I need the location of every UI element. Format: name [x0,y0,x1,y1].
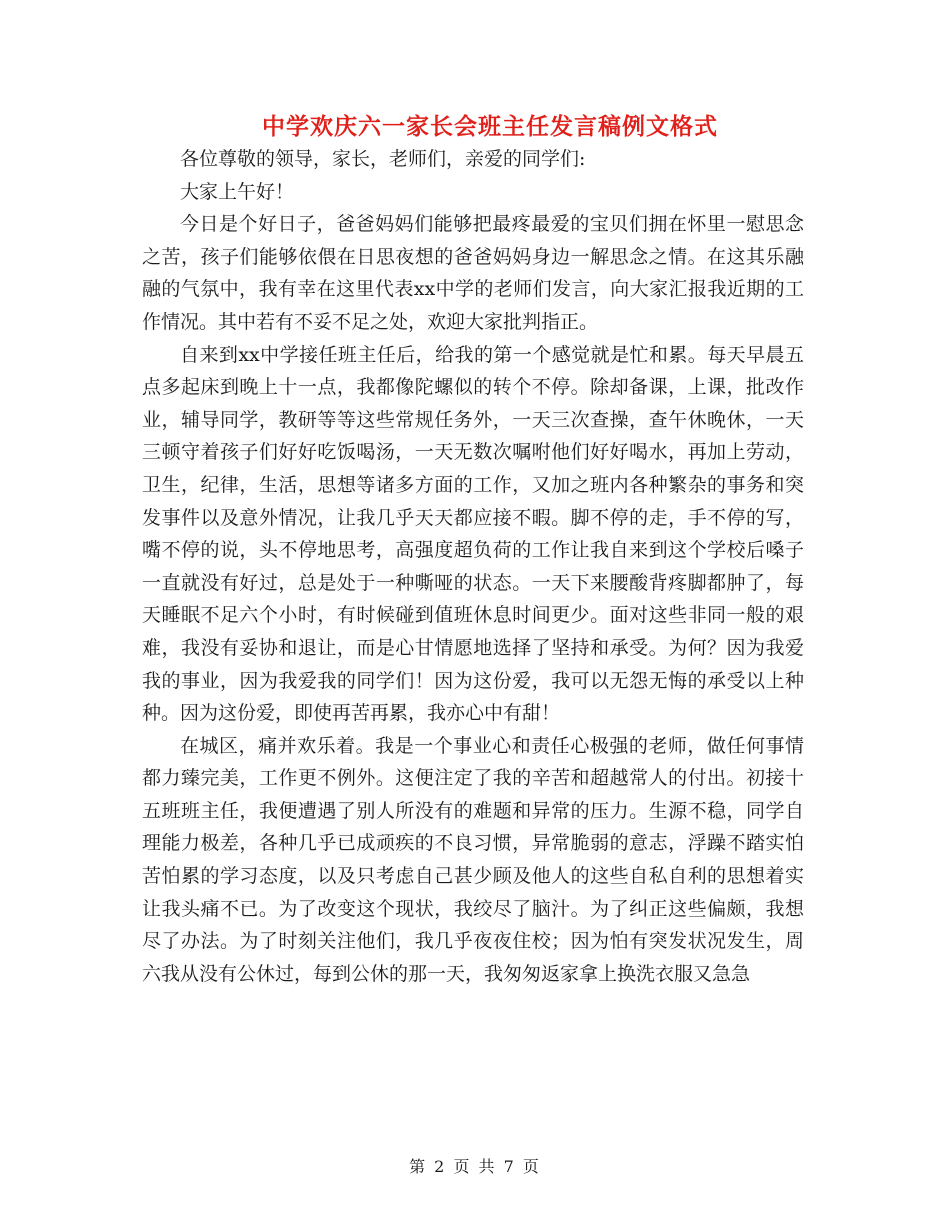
document-body [142,143,804,990]
salutation: 各位尊敬的领导，家长，老师们，亲爱的同学们: [180,148,586,170]
page-number-footer: 第 2 页 共 7 页 [409,1157,541,1176]
paragraph-intro: 今日是个好日子，爸爸妈妈们能够把最疼最爱的宝贝们拥在怀里一慰思念之苦，孩子们能够依偎在日思夜想的爸爸妈妈身边一解思念之情。在这其乐融融的气氛中，我有幸在这里代表xx中学的老师们发言，向大家汇报我近期的工作情况。其中若有不妥不足之处，欢迎大家批判指正。 [142,213,804,333]
greeting: 大家上午好！ [180,180,295,203]
paragraph-work: 自来到xx中学接任班主任后，给我的第一个感觉就是忙和累。每天早晨五点多起床到晚上十一点，我都像陀螺似的转个不停。除却备课，上课，批改作业，辅导同学，教研等等这些常规任务外，一天三次查操，查午休晚休，一天三顿守着孩子们好好吃饭喝汤，一天无数次嘱咐他们好好喝水，再加上劳动，卫生，纪律，生活，思想等诸多方面的工作，又加之班内各种繁杂的事务和突发事件以及意外情况，让我几乎天天都应接不暇。脚不停的走，手不停的写，嘴不停的说，头不停地思考，高强度超负荷的工作让我自来到这个学校后嗓子一直就没有好过，总是处于一种嘶哑的状态。一天下来腰酸背疼脚都肿了，每天睡眠不足六个小时，有时候碰到值班休息时间更少。面对这些非同一般的艰难，我没有妥协和退让，而是心甘情愿地选择了坚持和承受。为何？因为我爱我的事业，因为我爱我的同学们！因为这份爱，我可以无怨无悔的承受以上种种。因为这份爱，即使再苦再累，我亦心中有甜！ [142,343,804,725]
document-title: 中学欢庆六一家长会班主任发言稿例文格式 [262,113,718,140]
paragraph-city: 在城区，痛并欢乐着。我是一个事业心和责任心极强的老师，做任何事情都力臻完美，工作更不例外。这便注定了我的辛苦和超越常人的付出。初接十五班班主任，我便遭遇了别人所没有的难题和异常的压力。生源不稳，同学自理能力极差，各种几乎已成顽疾的不良习惯，异常脆弱的意志，浮躁不踏实怕苦怕累的学习态度，以及只考虑自己甚少顾及他人的这些自私自利的思想着实让我头痛不已。为了改变这个现状，我绞尽了脑汁。为了纠正这些偏颇，我想尽了办法。为了时刻关注他们，我几乎夜夜住校；因为怕有突发状况发生，周六我从没有公休过，每到公休的那一天，我匆匆返家拿上换洗衣服又急急 [142,734,804,985]
